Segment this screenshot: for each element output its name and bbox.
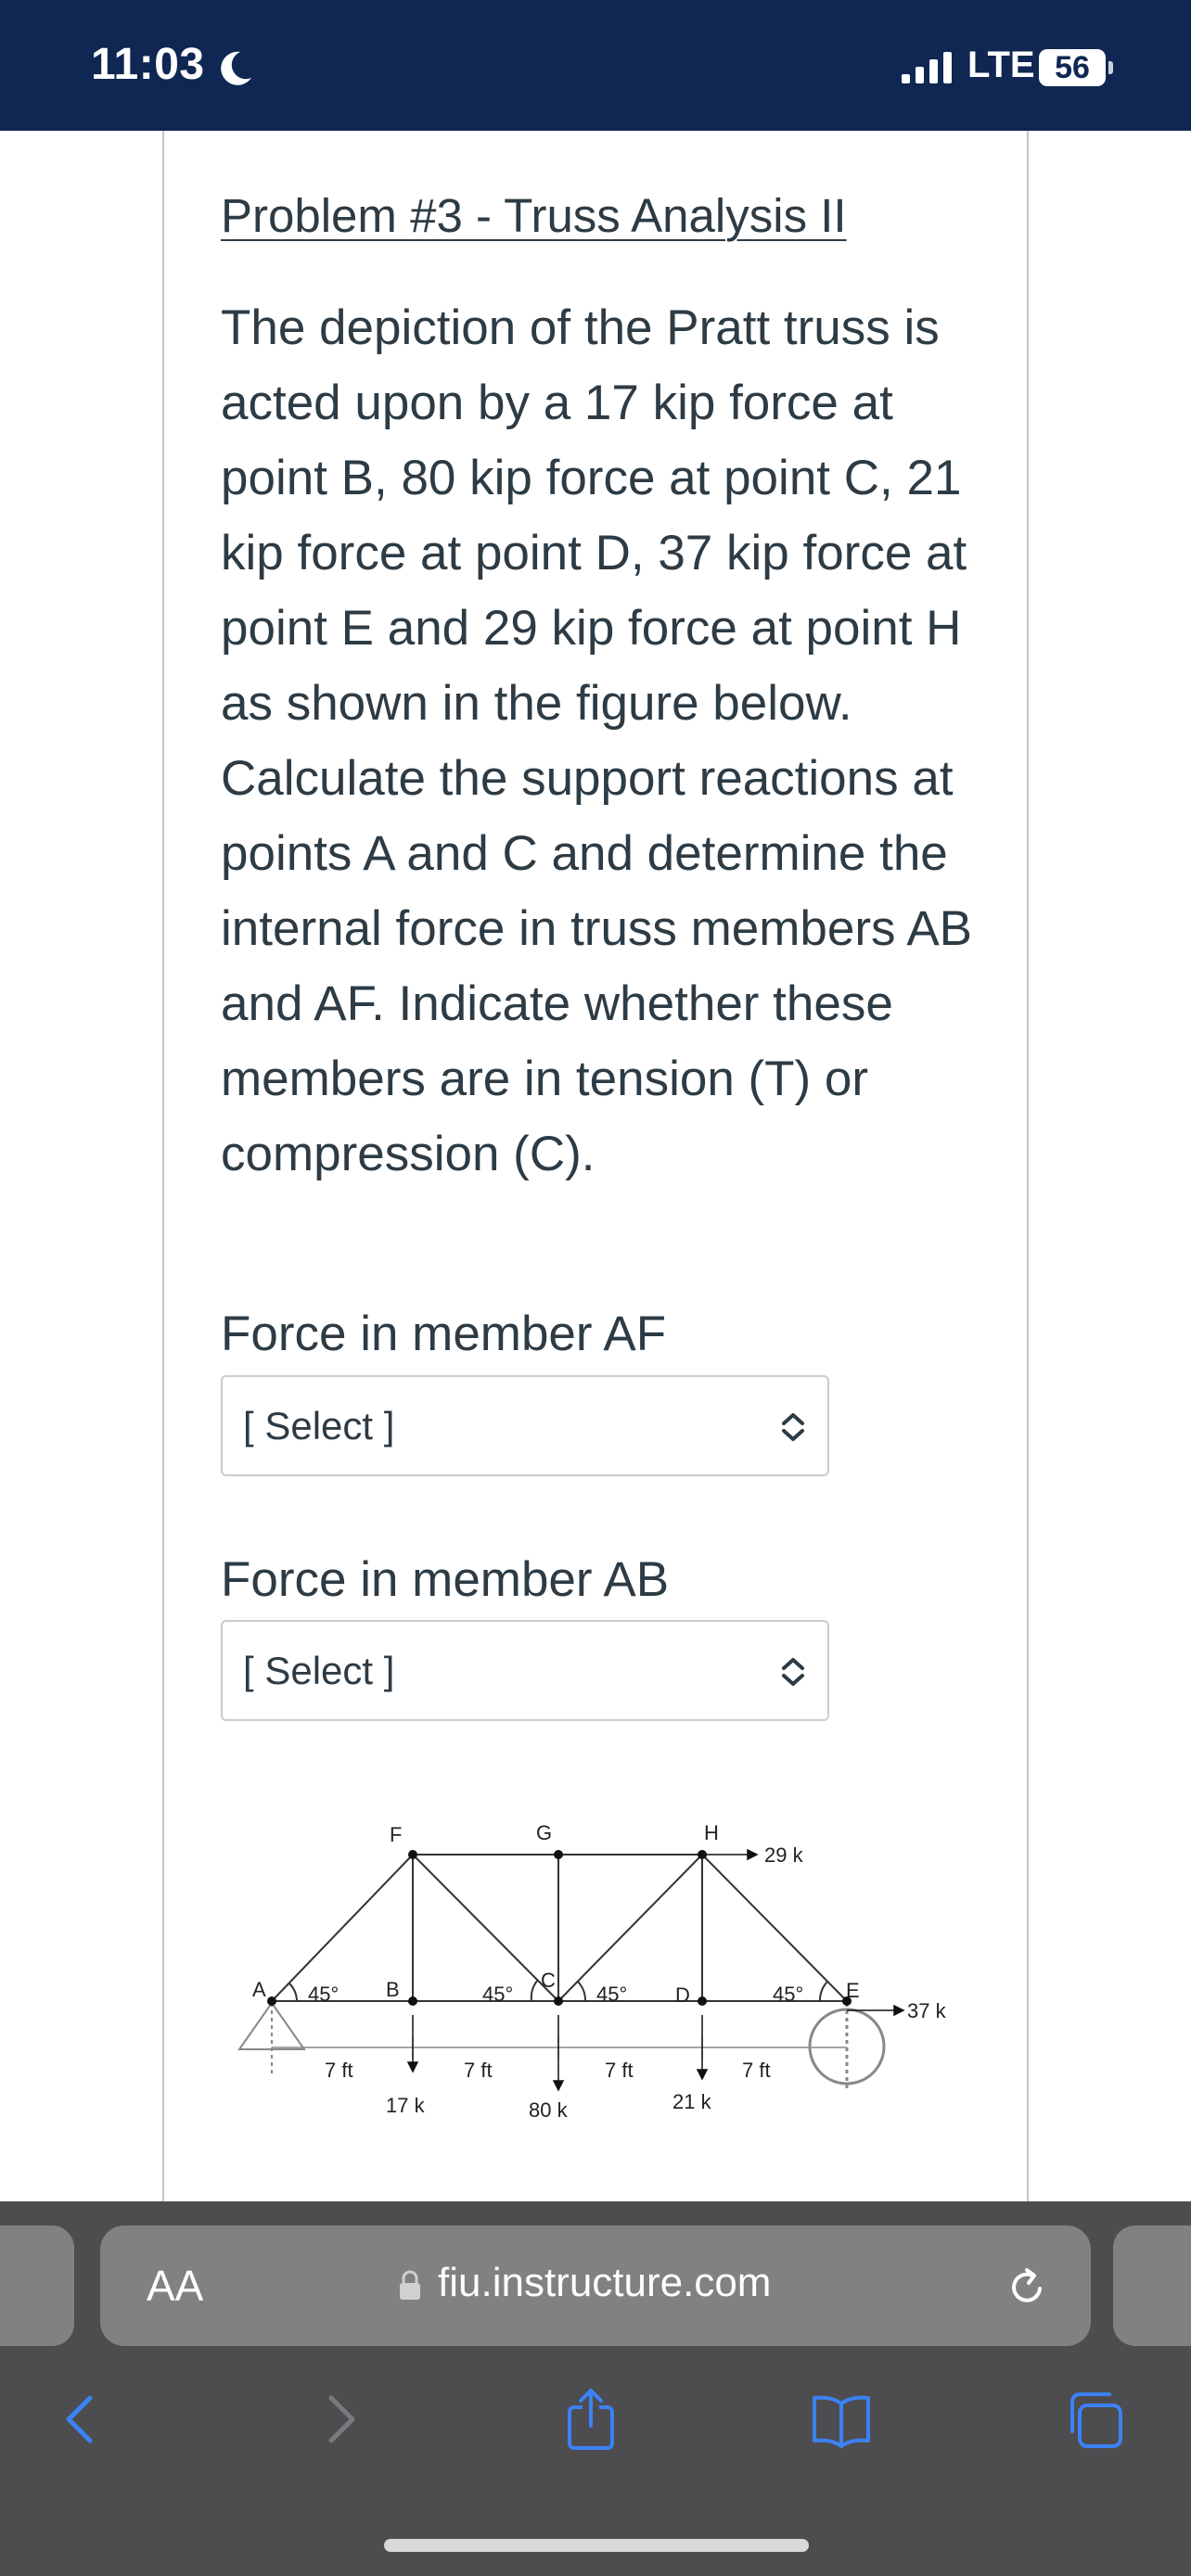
next-tab-preview[interactable] (1113, 2225, 1191, 2346)
battery-nub (1108, 61, 1113, 74)
url-text[interactable]: fiu.instructure.com (438, 2260, 772, 2305)
truss-figure (213, 1816, 946, 2140)
load-label-c: 80 k (529, 2098, 568, 2122)
select-force-ab[interactable] (221, 1620, 829, 1721)
label-h: H (704, 1821, 719, 1844)
chevron-up-down-icon (777, 1653, 809, 1690)
lock-icon (398, 2270, 422, 2302)
browser-nav-bar (0, 2348, 1191, 2576)
angle-arc (531, 1980, 538, 2001)
angle-arc (578, 1982, 585, 2001)
member-fc (413, 1855, 558, 2001)
angle-label: 45° (482, 1983, 514, 2006)
label-f: F (390, 1823, 403, 1846)
joint-c (554, 1996, 563, 2006)
span-label: 7 ft (464, 2059, 493, 2082)
forward-arrow-icon[interactable] (308, 2387, 373, 2452)
load-label-h: 29 k (764, 1843, 803, 1867)
select-force-ab-value: [ Select ] (243, 1649, 395, 1692)
battery-icon: 56 (1039, 49, 1106, 86)
status-bar (0, 0, 1191, 131)
label-a: A (252, 1978, 266, 2001)
moon-icon (216, 48, 255, 87)
member-he (702, 1855, 847, 2001)
browser-url-bar (0, 2201, 1191, 2348)
span-label: 7 ft (325, 2059, 353, 2082)
angle-label: 45° (773, 1983, 804, 2006)
text-size-button[interactable]: AA (147, 2262, 204, 2310)
label-d: D (675, 1983, 690, 2007)
problem-title: Problem #3 - Truss Analysis II (221, 189, 847, 242)
label-b: B (386, 1978, 400, 2001)
joint-g (554, 1850, 563, 1859)
network-label: LTE (967, 45, 1035, 85)
signal-icon (900, 50, 955, 85)
span-label: 7 ft (742, 2059, 771, 2082)
angle-arc (820, 1982, 827, 2001)
load-label-e: 37 k (907, 1999, 946, 2022)
tabs-icon[interactable] (1065, 2387, 1130, 2452)
frame-border-right (1027, 131, 1029, 2201)
angle-label: 45° (308, 1983, 339, 2006)
joint-f (408, 1850, 417, 1859)
label-force-af: Force in member AF (221, 1307, 667, 1361)
address-field[interactable] (100, 2225, 1091, 2346)
label-e: E (846, 1979, 860, 2002)
chevron-up-down-icon (777, 1409, 809, 1446)
frame-border-left (162, 131, 164, 2201)
select-force-af[interactable] (221, 1375, 829, 1476)
back-arrow-icon[interactable] (48, 2387, 113, 2452)
pin-support (239, 2003, 304, 2075)
span-label: 7 ft (605, 2059, 634, 2082)
problem-text: The depiction of the Pratt truss is acted upon by a 17 kip force at point B, 80 kip force at point C, 21 kip force at point D, 37 kip force at point E and 29 kip force at point H as shown in the figure below. Calculate the support reactions at points A and C and determine the internal force in truss members AB and AF. Indicate whether these members are in tension (T) or compression (C). (221, 300, 973, 1181)
home-indicator[interactable] (384, 2539, 809, 2552)
share-icon[interactable] (558, 2387, 623, 2452)
member-ch (558, 1855, 702, 2001)
status-time: 11:03 (91, 40, 205, 89)
load-label-b: 17 k (386, 2094, 425, 2117)
label-force-ab: Force in member AB (221, 1552, 670, 1607)
angle-arc (289, 1983, 297, 2001)
joint-b (408, 1996, 417, 2006)
label-g: G (536, 1821, 553, 1844)
previous-tab-preview[interactable] (0, 2225, 74, 2346)
joint-a (267, 1996, 276, 2006)
angle-label: 45° (596, 1983, 628, 2006)
joint-d (698, 1996, 707, 2006)
reload-icon[interactable] (1005, 2264, 1049, 2309)
load-label-d: 21 k (672, 2090, 711, 2113)
bookmarks-icon[interactable] (809, 2387, 874, 2452)
roller-support (810, 2003, 884, 2089)
select-force-af-value: [ Select ] (243, 1404, 395, 1447)
dimension-line (272, 2036, 847, 2059)
label-c: C (541, 1969, 556, 1992)
